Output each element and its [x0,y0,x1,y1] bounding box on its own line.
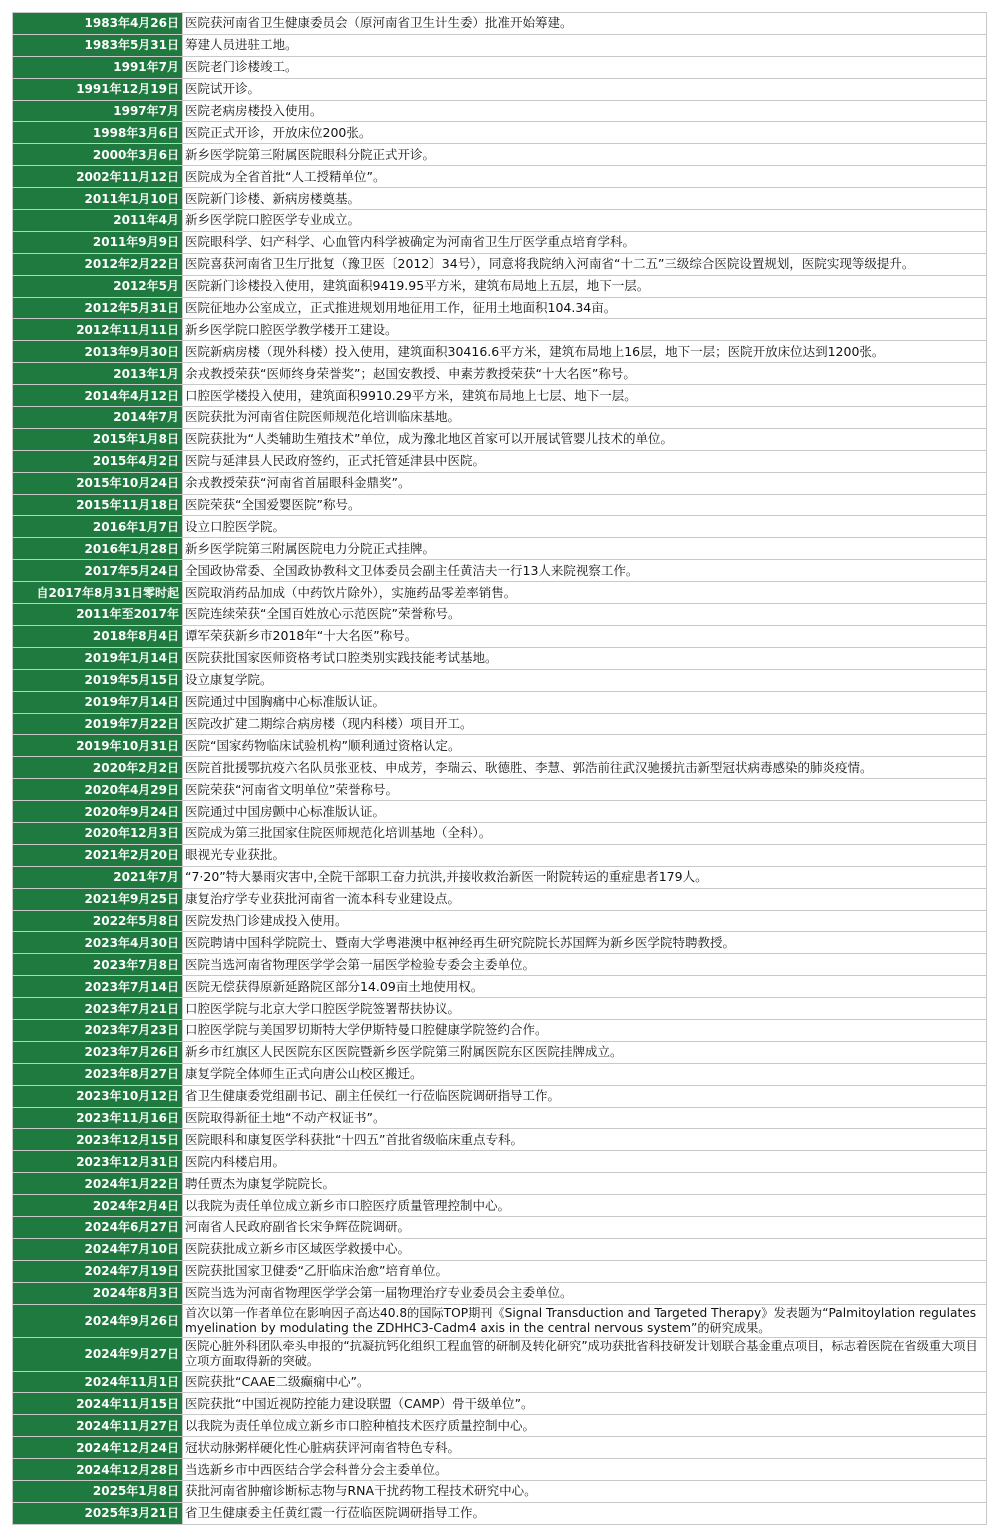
event-date: 2017年5月24日 [13,560,183,582]
timeline-row [13,1502,987,1524]
event-date: 2020年9月24日 [13,801,183,823]
event-date: 2011年9月9日 [13,231,183,253]
timeline-row [13,647,987,669]
event-description: 医院获批为河南省住院医师规范化培训临床基地。 [183,407,987,429]
event-date: 2024年7月19日 [13,1260,183,1282]
event-description: 医院眼科学、妇产科学、心血管内科学被确定为河南省卫生厅医学重点培育学科。 [183,231,987,253]
event-date: 2023年4月30日 [13,932,183,954]
event-description: 设立康复学院。 [183,669,987,691]
timeline-row [13,538,987,560]
event-date: 2014年7月 [13,407,183,429]
timeline-row [13,1195,987,1217]
event-date: 2024年12月28日 [13,1459,183,1481]
timeline-row [13,428,987,450]
timeline-row [13,691,987,713]
event-description: 新乡市红旗区人民医院东区医院暨新乡医学院第三附属医院东区医院挂牌成立。 [183,1041,987,1063]
timeline-row [13,385,987,407]
event-description: 康复学院全体师生正式向唐公山校区搬迁。 [183,1063,987,1085]
event-date: 2020年12月3日 [13,822,183,844]
event-description: 医院获批“CAAE二级癫痫中心”。 [183,1371,987,1393]
event-description: 新乡医学院第三附属医院眼科分院正式开诊。 [183,144,987,166]
event-date: 2020年4月29日 [13,779,183,801]
event-date: 2023年11月16日 [13,1107,183,1129]
timeline-row [13,1282,987,1304]
timeline-row [13,976,987,998]
event-date: 2024年11月1日 [13,1371,183,1393]
timeline-body [13,13,987,1525]
event-date: 1991年12月19日 [13,78,183,100]
event-date: 2023年7月23日 [13,1019,183,1041]
event-date: 2002年11月12日 [13,166,183,188]
event-date: 2015年10月24日 [13,472,183,494]
timeline-row [13,1437,987,1459]
timeline-row [13,363,987,385]
event-description: 医院喜获河南省卫生厅批复（豫卫医〔2012〕34号），同意将我院纳入河南省“十二五”三级综合医院设置规划，医院实现等级提升。 [183,253,987,275]
event-description: 医院通过中国胸痛中心标准版认证。 [183,691,987,713]
event-date: 2023年7月26日 [13,1041,183,1063]
event-description: 康复治疗学专业获批河南省一流本科专业建设点。 [183,888,987,910]
event-date: 2018年8月4日 [13,625,183,647]
event-date: 2016年1月28日 [13,538,183,560]
timeline-row [13,560,987,582]
event-date: 2023年12月31日 [13,1151,183,1173]
event-date: 2019年7月14日 [13,691,183,713]
timeline-row [13,1129,987,1151]
event-description: 医院新门诊楼投入使用，建筑面积9419.95平方米，建筑布局地上五层，地下一层。 [183,275,987,297]
event-description: 医院当选为河南省物理医学学会第一届物理治疗专业委员会主委单位。 [183,1282,987,1304]
event-date: 1983年4月26日 [13,13,183,35]
timeline-row [13,604,987,626]
event-date: 2024年1月22日 [13,1173,183,1195]
event-description: 医院当选河南省物理医学学会第一届医学检验专委会主委单位。 [183,954,987,976]
timeline-row [13,78,987,100]
event-date: 2025年3月21日 [13,1502,183,1524]
timeline-row [13,122,987,144]
event-date: 2022年5月8日 [13,910,183,932]
event-description: 医院发热门诊建成投入使用。 [183,910,987,932]
timeline-row [13,319,987,341]
timeline-row [13,1063,987,1085]
event-date: 2024年6月27日 [13,1216,183,1238]
event-description: 医院通过中国房颤中心标准版认证。 [183,801,987,823]
timeline-row [13,888,987,910]
timeline-row [13,998,987,1020]
event-date: 2024年7月10日 [13,1238,183,1260]
event-description: 医院取得新征土地“不动产权证书”。 [183,1107,987,1129]
event-description: 口腔医学楼投入使用，建筑面积9910.29平方米，建筑布局地上七层、地下一层。 [183,385,987,407]
event-description: 口腔医学院与美国罗切斯特大学伊斯特曼口腔健康学院签约合作。 [183,1019,987,1041]
event-description: 医院试开诊。 [183,78,987,100]
event-description: 眼视光专业获批。 [183,844,987,866]
event-description: “7·20”特大暴雨灾害中,全院干部职工奋力抗洪,并接收救治新医一附院转运的重症患者179人。 [183,866,987,888]
event-date: 1991年7月 [13,56,183,78]
event-date: 2024年8月3日 [13,1282,183,1304]
event-description: 省卫生健康委党组副书记、副主任侯红一行莅临医院调研指导工作。 [183,1085,987,1107]
event-date: 2023年7月14日 [13,976,183,998]
timeline-row [13,253,987,275]
timeline-row [13,1238,987,1260]
event-date: 2012年5月 [13,275,183,297]
timeline-row [13,1338,987,1372]
event-date: 2019年7月22日 [13,713,183,735]
event-description: 医院荣获“河南省文明单位”荣誉称号。 [183,779,987,801]
timeline-row [13,735,987,757]
event-description: 医院新门诊楼、新病房楼奠基。 [183,188,987,210]
timeline-row [13,1151,987,1173]
timeline-row [13,1216,987,1238]
event-description: 余戎教授荣获“医师终身荣誉奖”；赵国安教授、申素芳教授荣获“十大名医”称号。 [183,363,987,385]
timeline-row [13,100,987,122]
event-date: 2012年11月11日 [13,319,183,341]
event-date: 2014年4月12日 [13,385,183,407]
event-date: 2023年10月12日 [13,1085,183,1107]
timeline-row [13,34,987,56]
event-description: 医院聘请中国科学院院士、暨南大学粤港澳中枢神经再生研究院院长苏国辉为新乡医学院特聘教授。 [183,932,987,954]
event-date: 2023年7月21日 [13,998,183,1020]
event-date: 2011年至2017年 [13,604,183,626]
event-description: 冠状动脉粥样硬化性心脏病获评河南省特色专科。 [183,1437,987,1459]
event-date: 自2017年8月31日零时起 [13,582,183,604]
event-description: 医院老病房楼投入使用。 [183,100,987,122]
event-description: 医院荣获“全国爱婴医院”称号。 [183,494,987,516]
timeline-row [13,1173,987,1195]
event-description: 医院成为第三批国家住院医师规范化培训基地（全科）。 [183,822,987,844]
event-description: 医院取消药品加成（中药饮片除外），实施药品零差率销售。 [183,582,987,604]
event-date: 2025年1月8日 [13,1481,183,1503]
event-description: 聘任贾杰为康复学院院长。 [183,1173,987,1195]
timeline-row [13,1107,987,1129]
event-date: 2024年9月27日 [13,1338,183,1372]
event-date: 2016年1月7日 [13,516,183,538]
hospital-history-timeline [12,12,987,1525]
event-date: 2012年5月31日 [13,297,183,319]
timeline-row [13,801,987,823]
event-description: 医院眼科和康复医学科获批“十四五”首批省级临床重点专科。 [183,1129,987,1151]
timeline-row [13,210,987,232]
event-date: 2011年1月10日 [13,188,183,210]
event-date: 2021年7月 [13,866,183,888]
event-date: 2023年7月8日 [13,954,183,976]
event-description: 口腔医学院与北京大学口腔医学院签署帮扶协议。 [183,998,987,1020]
timeline-row [13,472,987,494]
timeline-row [13,231,987,253]
event-description: 医院获河南省卫生健康委员会（原河南省卫生计生委）批准开始筹建。 [183,13,987,35]
event-description: 以我院为责任单位成立新乡市口腔医疗质量管理控制中心。 [183,1195,987,1217]
event-description: 医院征地办公室成立，正式推进规划用地征用工作，征用土地面积104.34亩。 [183,297,987,319]
timeline-row [13,1041,987,1063]
event-date: 2019年1月14日 [13,647,183,669]
event-description: 河南省人民政府副省长宋争辉莅院调研。 [183,1216,987,1238]
timeline-row [13,188,987,210]
timeline-row [13,822,987,844]
event-date: 2019年10月31日 [13,735,183,757]
timeline-row [13,1371,987,1393]
event-date: 1998年3月6日 [13,122,183,144]
event-date: 2020年2月2日 [13,757,183,779]
event-date: 2024年9月26日 [13,1304,183,1338]
timeline-row [13,866,987,888]
timeline-row [13,1459,987,1481]
timeline-row [13,407,987,429]
timeline-row [13,1415,987,1437]
timeline-row [13,144,987,166]
timeline-row [13,1260,987,1282]
event-date: 2024年11月27日 [13,1415,183,1437]
event-date: 2011年4月 [13,210,183,232]
timeline-row [13,275,987,297]
timeline-row [13,1019,987,1041]
timeline-row [13,297,987,319]
event-description: 医院获批国家卫健委“乙肝临床治愈”培育单位。 [183,1260,987,1282]
event-date: 2021年9月25日 [13,888,183,910]
event-description: 医院无偿获得原新延路院区部分14.09亩土地使用权。 [183,976,987,998]
event-description: 全国政协常委、全国政协教科文卫体委员会副主任黄洁夫一行13人来院视察工作。 [183,560,987,582]
event-date: 2023年8月27日 [13,1063,183,1085]
event-date: 2013年1月 [13,363,183,385]
timeline-row [13,779,987,801]
event-date: 1983年5月31日 [13,34,183,56]
event-description: 医院获批为“人类辅助生殖技术”单位，成为豫北地区首家可以开展试管婴儿技术的单位。 [183,428,987,450]
event-date: 2015年4月2日 [13,450,183,472]
timeline-row [13,13,987,35]
event-description: 新乡医学院口腔医学专业成立。 [183,210,987,232]
event-description: 首次以第一作者单位在影响因子高达40.8的国际TOP期刊《Signal Transduction and Targeted Therapy》发表题为“Palmitoylation regulates myelination by modulating the ZDHHC3-Cadm4 axis in the central nervous system”的研究成果。 [183,1304,987,1338]
timeline-row [13,757,987,779]
event-description: 以我院为责任单位成立新乡市口腔种植技术医疗质量控制中心。 [183,1415,987,1437]
event-description: 医院获批国家医师资格考试口腔类别实践技能考试基地。 [183,647,987,669]
timeline-row [13,56,987,78]
event-description: 医院改扩建二期综合病房楼（现内科楼）项目开工。 [183,713,987,735]
timeline-row [13,1085,987,1107]
event-description: 医院与延津县人民政府签约，正式托管延津县中医院。 [183,450,987,472]
timeline-row [13,582,987,604]
timeline-row [13,713,987,735]
timeline-row [13,494,987,516]
event-description: 医院心脏外科团队牵头申报的“抗凝抗钙化组织工程血管的研制及转化研究”成功获批省科技研发计划联合基金重点项目，标志着医院在省级重大项目立项方面取得新的突破。 [183,1338,987,1372]
event-description: 省卫生健康委主任黄红霞一行莅临医院调研指导工作。 [183,1502,987,1524]
event-description: 医院新病房楼（现外科楼）投入使用，建筑面积30416.6平方米，建筑布局地上16层，地下一层；医院开放床位达到1200张。 [183,341,987,363]
event-description: 设立口腔医学院。 [183,516,987,538]
timeline-row [13,341,987,363]
event-date: 1997年7月 [13,100,183,122]
event-description: 新乡医学院口腔医学教学楼开工建设。 [183,319,987,341]
timeline-row [13,1481,987,1503]
timeline-row [13,954,987,976]
event-date: 2024年12月24日 [13,1437,183,1459]
event-description: 医院连续荣获“全国百姓放心示范医院”荣誉称号。 [183,604,987,626]
timeline-row [13,1304,987,1338]
event-description: 余戎教授荣获“河南省首届眼科金鼎奖”。 [183,472,987,494]
event-description: 医院“国家药物临床试验机构”顺利通过资格认定。 [183,735,987,757]
event-description: 医院获批成立新乡市区域医学救援中心。 [183,1238,987,1260]
event-description: 医院成为全省首批“人工授精单位”。 [183,166,987,188]
event-description: 谭军荣获新乡市2018年“十大名医”称号。 [183,625,987,647]
event-description: 医院内科楼启用。 [183,1151,987,1173]
timeline-row [13,932,987,954]
event-date: 2013年9月30日 [13,341,183,363]
event-date: 2021年2月20日 [13,844,183,866]
timeline-row [13,516,987,538]
timeline-row [13,625,987,647]
event-date: 2023年12月15日 [13,1129,183,1151]
event-description: 医院获批“中国近视防控能力建设联盟（CAMP）骨干级单位”。 [183,1393,987,1415]
event-description: 新乡医学院第三附属医院电力分院正式挂牌。 [183,538,987,560]
event-date: 2024年11月15日 [13,1393,183,1415]
timeline-row [13,1393,987,1415]
event-date: 2000年3月6日 [13,144,183,166]
event-description: 获批河南省肿瘤诊断标志物与RNA干扰药物工程技术研究中心。 [183,1481,987,1503]
event-date: 2015年11月18日 [13,494,183,516]
timeline-row [13,910,987,932]
timeline-row [13,166,987,188]
event-description: 医院正式开诊，开放床位200张。 [183,122,987,144]
timeline-row [13,450,987,472]
event-date: 2015年1月8日 [13,428,183,450]
event-date: 2012年2月22日 [13,253,183,275]
event-description: 筹建人员进驻工地。 [183,34,987,56]
event-date: 2024年2月4日 [13,1195,183,1217]
event-description: 医院老门诊楼竣工。 [183,56,987,78]
event-description: 当选新乡市中西医结合学会科普分会主委单位。 [183,1459,987,1481]
timeline-row [13,844,987,866]
event-description: 医院首批援鄂抗疫六名队员张亚枝、申成芳，李瑞云、耿德胜、李慧、郭浩前往武汉驰援抗击新型冠状病毒感染的肺炎疫情。 [183,757,987,779]
timeline-row [13,669,987,691]
event-date: 2019年5月15日 [13,669,183,691]
